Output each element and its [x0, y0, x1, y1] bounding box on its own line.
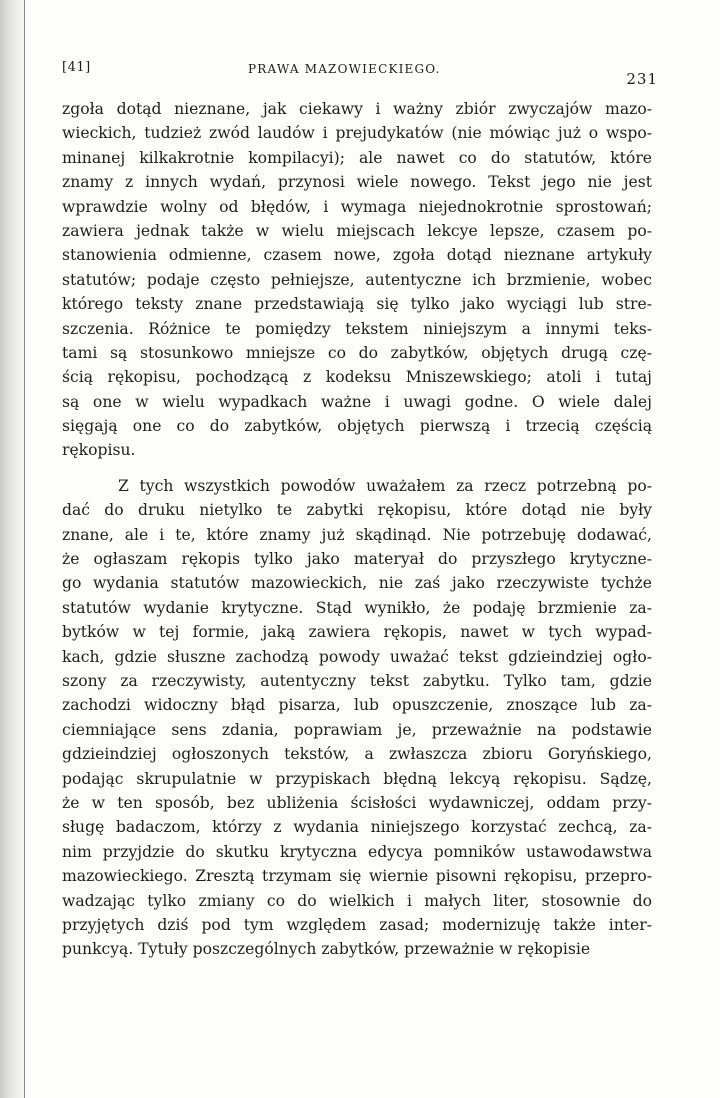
text-line: gdzieindziej ogłoszonych tekstów, a zwłaszcza zbioru Goryńskiego,: [62, 745, 652, 764]
text-line: wadzając tylko zmiany co do wielkich i małych liter, stosownie do: [62, 891, 652, 910]
text-line: statutów wydanie krytyczne. Stąd wynikło, że podaję brzmienie za-: [62, 598, 652, 617]
paragraph: [62, 97, 652, 463]
text-line: przyjętych dziś pod tym względem zasad; modernizuję także inter-: [62, 915, 652, 934]
text-line: dać do druku nietylko te zabytki rękopisu, które dotąd nie były: [62, 501, 652, 520]
running-title: PRAWA MAZOWIECKIEGO.: [248, 62, 441, 76]
paragraph: [62, 474, 652, 962]
signature-mark: [41]: [62, 60, 91, 75]
text-line: mazowieckiego. Zresztą trzymam się wiernie pisowni rękopisu, przepro-: [62, 867, 652, 886]
text-line: podając skrupulatnie w przypiskach błędną lekcyą rękopisu. Sądzę,: [62, 769, 652, 788]
text-line: go wydania statutów mazowieckich, nie zaś jako rzeczywiste tychże: [62, 574, 652, 593]
text-line: są one w wielu wypadkach ważne i uwagi godne. O wiele dalej: [62, 392, 652, 411]
text-line: rękopisu.: [62, 441, 136, 460]
text-line: ścią rękopisu, pochodzącą z kodeksu Mniszewskiego; atoli i tutaj: [62, 368, 652, 387]
text-line: zgoła dotąd nieznane, jak ciekawy i ważny zbiór zwyczajów mazo-: [62, 100, 652, 118]
text-line: szony za rzeczywisty, autentyczny tekst zabytku. Tylko tam, gdzie: [62, 671, 652, 690]
text-line: stanowienia odmienne, czasem nowe, zgoła dotąd nieznane artykuły: [62, 246, 652, 265]
text-line: minanej kilkakrotnie kompilacyi); ale nawet co do statutów, które: [62, 148, 652, 167]
body-text: [62, 97, 652, 962]
paragraph-gap: [62, 463, 652, 474]
text-line: kach, gdzie słuszne zachodzą powody uważać tekst gdzieindziej ogło-: [62, 647, 652, 666]
text-line: punkcyą. Tytuły poszczególnych zabytków, przeważnie w rękopisie: [62, 940, 591, 959]
text-line: ciemniające sens zdania, poprawiam je, przeważnie na podstawie: [62, 720, 652, 739]
text-line: bytków w tej formie, jaką zawiera rękopis, nawet w tych wypad-: [62, 623, 652, 642]
text-line: którego teksty znane przedstawiają się tylko jako wyciągi lub stre-: [62, 295, 652, 314]
text-line: sięgają one co do zabytków, objętych pierwszą i trzecią częścią: [62, 417, 652, 436]
text-line: szczenia. Różnice te pomiędzy tekstem niniejszym a innymi teks-: [62, 319, 652, 338]
text-line: zawiera jednak także w wielu miejscach lekcye lepsze, czasem po-: [62, 221, 652, 240]
page-fold-line: [24, 0, 25, 1098]
text-line: tami są stosunkowo mniejsze co do zabytków, objętych drugą czę-: [62, 343, 652, 362]
text-line: sługę badaczom, którzy z wydania niniejszego korzystać zechcą, za-: [62, 818, 652, 837]
text-line: statutów; podaje często pełniejsze, autentyczne ich brzmienie, wobec: [62, 270, 652, 289]
text-line: wieckich, tudzież zwód laudów i prejudykatów (nie mówiąc już o wspo-: [62, 124, 652, 143]
text-line: znamy z innych wydań, przynosi wiele nowego. Tekst jego nie jest: [62, 173, 652, 192]
text-line: Z tych wszystkich powodów uważałem za rzecz potrzebną po-: [118, 476, 652, 495]
page-gutter-shadow: [0, 0, 24, 1098]
text-line: że ogłaszam rękopis tylko jako materyał do przyszłego krytyczne-: [62, 550, 652, 569]
text-line: znane, ale i te, które znamy już skądinąd. Nie potrzebuję dodawać,: [62, 525, 652, 544]
page-header: [62, 58, 662, 86]
page-number: 231: [626, 70, 658, 88]
text-line: zachodzi widoczny błąd pisarza, lub opuszczenie, znoszące lub za-: [62, 696, 652, 715]
text-line: nim przyjdzie do skutku krytyczna edycya pomników ustawodawstwa: [62, 842, 652, 861]
text-line: że w ten sposób, bez ubliżenia ścisłości wydawniczej, oddam przy-: [62, 793, 652, 812]
text-line: wprawdzie wolny od błędów, i wymaga niejednokrotnie sprostowań;: [62, 197, 652, 216]
